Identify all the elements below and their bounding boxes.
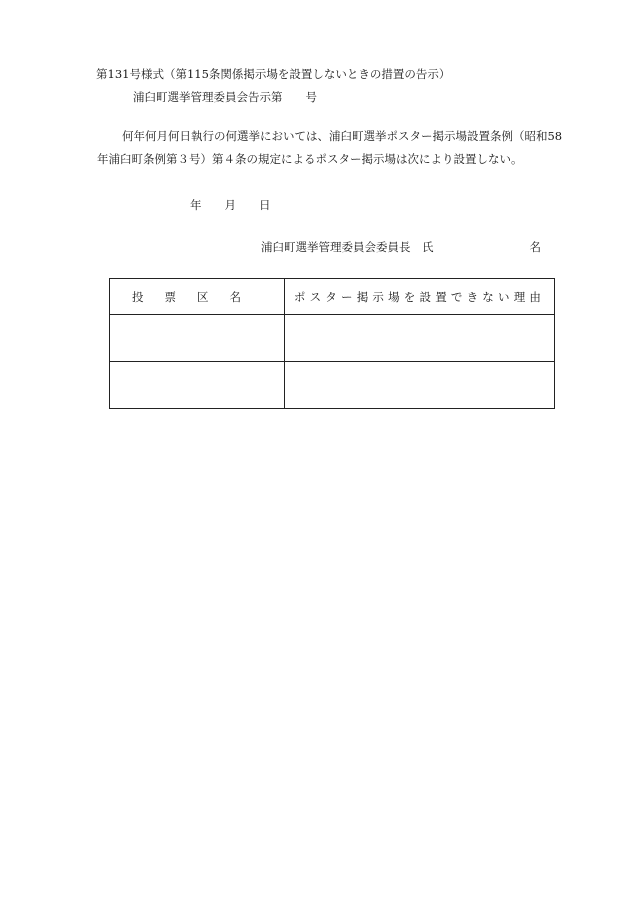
signature-line (261, 240, 541, 254)
table-cell (110, 315, 285, 362)
notice-body-line-1: 何年何月何日執行の何選挙においては、浦臼町選挙ポスター掲示場設置条例（昭和58 (122, 129, 563, 143)
signature-name-mark: 名 (529, 240, 541, 254)
signature-title: 浦臼町選挙管理委員会委員長 氏 (261, 240, 434, 254)
notice-body-line-2: 年浦臼町条例第３号）第４条の規定によるポスター掲示場は次により設置しない。 (97, 152, 523, 166)
notice-table (109, 278, 555, 409)
table-row (110, 362, 555, 409)
table-header-row (110, 279, 555, 315)
table-cell (285, 362, 555, 409)
table-cell (110, 362, 285, 409)
header-reason: ポスター掲示場を設置できない理由 (285, 279, 555, 315)
form-title: 第131号様式（第115条関係掲示場を設置しないときの措置の告示） (96, 67, 451, 81)
table-cell (285, 315, 555, 362)
notice-number: 浦臼町選挙管理委員会告示第 号 (133, 90, 317, 104)
date-line: 年 月 日 (190, 198, 271, 212)
header-voting-district: 投票区名 (110, 279, 285, 315)
table-row (110, 315, 555, 362)
